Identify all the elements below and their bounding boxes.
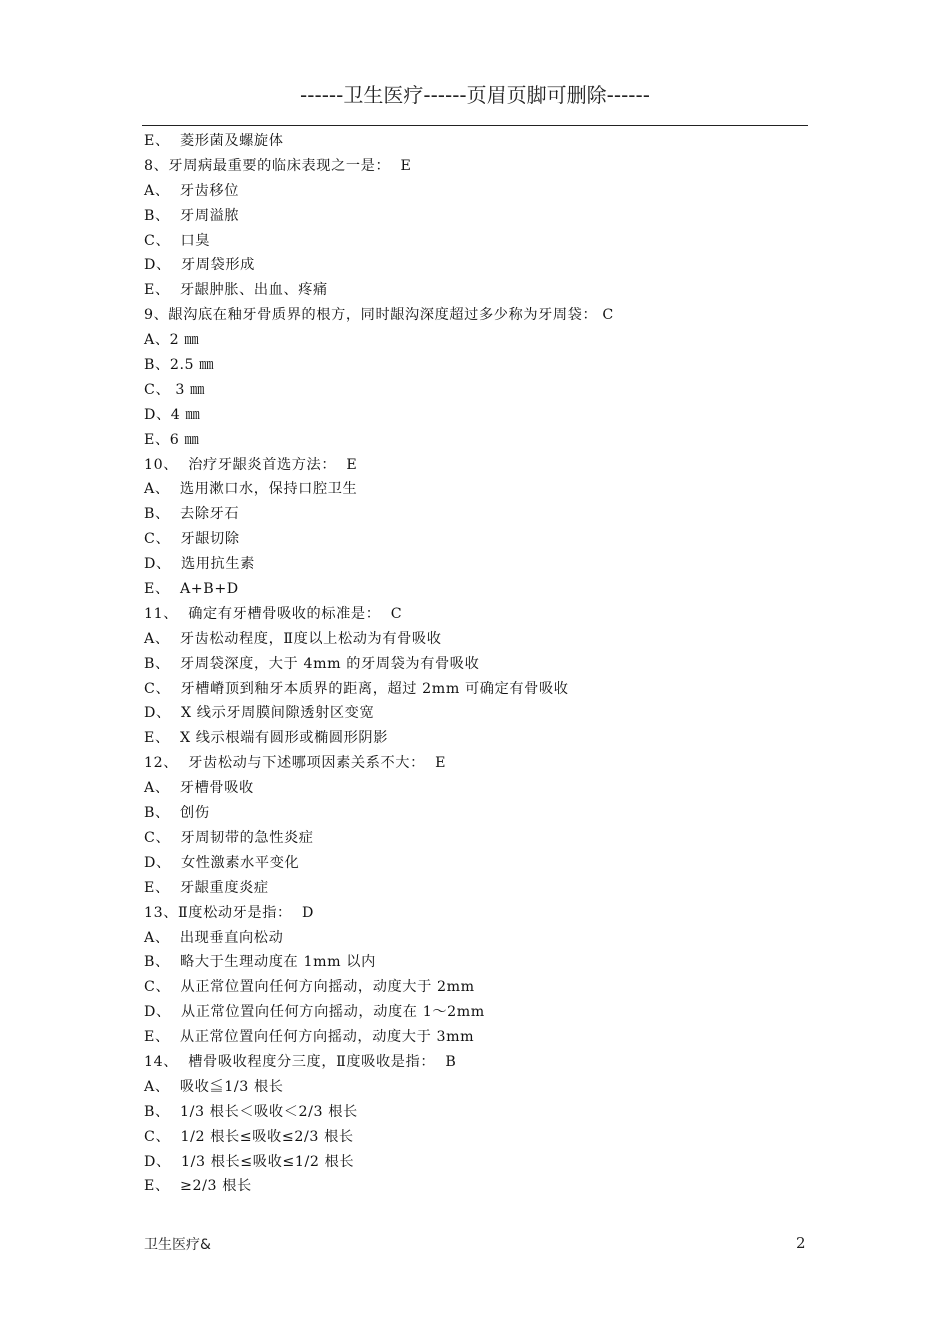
option-line: E、 牙龈肿胀、出血、疼痛 <box>144 282 328 299</box>
question-line: 12、 牙齿松动与下述哪项因素关系不大： E <box>144 755 447 772</box>
option-line: A、 出现垂直向松动 <box>144 929 284 946</box>
option-line: B、2.5 ㎜ <box>144 357 215 374</box>
option-line: A、 选用漱口水，保持口腔卫生 <box>144 481 358 498</box>
page-number: 2 <box>796 1234 806 1252</box>
option-line: D、 选用抗生素 <box>144 556 255 573</box>
option-line: A、 吸收≦1/3 根长 <box>144 1078 284 1095</box>
page-footer-label: 卫生医疗& <box>144 1237 211 1253</box>
option-line: D、 1/3 根长≤吸收≤1/2 根长 <box>144 1153 355 1170</box>
question-line: 10、 治疗牙龈炎首选方法： E <box>144 456 358 473</box>
option-line: C、 3 ㎜ <box>144 381 205 398</box>
option-line: E、6 ㎜ <box>144 431 200 448</box>
option-line: B、 去除牙石 <box>144 506 240 523</box>
question-list <box>144 129 804 1199</box>
option-line: A、 牙槽骨吸收 <box>144 780 254 797</box>
option-line: B、 1/3 根长＜吸收＜2/3 根长 <box>144 1103 358 1120</box>
option-line: E、 从正常位置向任何方向摇动，动度大于 3mm <box>144 1029 475 1046</box>
header-rule <box>142 125 808 126</box>
option-line: B、 牙周袋深度，大于 4mm 的牙周袋为有骨吸收 <box>144 655 480 672</box>
option-line: E、 牙龈重度炎症 <box>144 879 269 896</box>
option-line: D、 X 线示牙周膜间隙透射区变宽 <box>144 705 375 722</box>
page-header: ------卫生医疗------页眉页脚可删除------ <box>300 83 650 107</box>
option-line: B、 创伤 <box>144 805 210 822</box>
question-line: 14、 槽骨吸收程度分三度，Ⅱ度吸收是指： B <box>144 1053 457 1070</box>
question-line: 11、 确定有牙槽骨吸收的标准是： C <box>144 605 403 622</box>
option-line: C、 牙槽嵴顶到釉牙本质界的距离，超过 2mm 可确定有骨吸收 <box>144 680 569 697</box>
option-line: E、 ≥2/3 根长 <box>144 1178 252 1195</box>
option-line: C、 1/2 根长≤吸收≤2/3 根长 <box>144 1128 354 1145</box>
option-line: C、 牙龈切除 <box>144 531 240 548</box>
option-line: C、 从正常位置向任何方向摇动，动度大于 2mm <box>144 979 475 996</box>
question-line: 13、Ⅱ度松动牙是指： D <box>144 904 314 921</box>
option-line: A、 牙齿松动程度，Ⅱ度以上松动为有骨吸收 <box>144 630 442 647</box>
option-line: D、4 ㎜ <box>144 406 201 423</box>
option-line: D、 牙周袋形成 <box>144 257 255 274</box>
question-line: 8、牙周病最重要的临床表现之一是： E <box>144 157 412 174</box>
option-line: D、 女性激素水平变化 <box>144 854 300 871</box>
text-line: E、 菱形菌及螺旋体 <box>144 133 284 149</box>
option-line: C、 牙周韧带的急性炎症 <box>144 829 314 846</box>
option-line: E、 A+B+D <box>144 581 239 598</box>
question-line: 9、龈沟底在釉牙骨质界的根方，同时龈沟深度超过多少称为牙周袋： C <box>144 307 614 324</box>
option-line: A、2 ㎜ <box>144 332 200 349</box>
option-line: D、 从正常位置向任何方向摇动，动度在 1～2mm <box>144 1004 485 1021</box>
option-line: C、 口臭 <box>144 232 211 249</box>
option-line: B、 牙周溢脓 <box>144 207 240 224</box>
option-line: B、 略大于生理动度在 1mm 以内 <box>144 954 376 971</box>
option-line: A、 牙齿移位 <box>144 182 240 199</box>
option-line: E、 X 线示根端有圆形或椭圆形阴影 <box>144 730 389 747</box>
